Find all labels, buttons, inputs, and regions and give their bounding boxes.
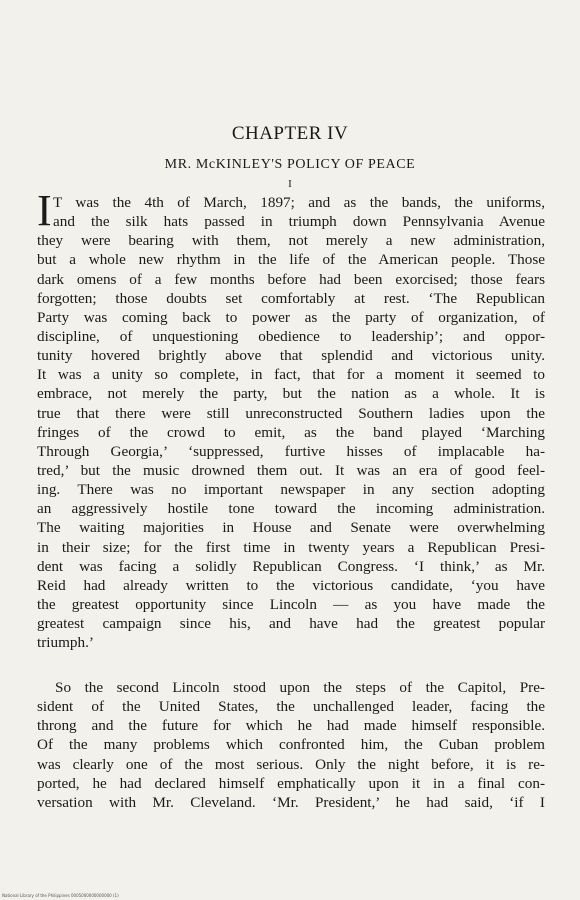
text-line: tunity hovered brightly above that splendid and victorious unity.	[37, 347, 545, 365]
drop-cap: I	[37, 186, 52, 235]
text-line: they were bearing with them, not merely a new administration,	[37, 232, 545, 250]
text-line: triumph.’	[37, 634, 94, 652]
text-line: ported, he had declared himself emphatically upon it in a final con-	[37, 774, 545, 792]
chapter-title: CHAPTER IV	[231, 123, 349, 144]
text-line: throng and the future for which he had made himself responsible.	[37, 717, 545, 735]
text-line: T was the 4th of March, 1897; and as the bands, the uniforms,	[53, 194, 545, 211]
chapter-subtitle: MR. McKINLEY'S POLICY OF PEACE	[164, 157, 416, 172]
text-line: Party was coming back to power as the party of organization, of	[37, 308, 545, 326]
text-line: sident of the United States, the unchallenged leader, facing the	[37, 698, 545, 716]
paragraph-1	[37, 186, 545, 652]
paragraph-2	[37, 678, 545, 812]
text-line: the greatest opportunity since Lincoln — as you have made the	[37, 595, 545, 613]
text-line: fringes of the crowd to emit, as the band played ‘Marching	[37, 423, 545, 441]
text-line: true that there were still unreconstructed Southern ladies upon the	[37, 404, 545, 422]
text-line: Of the many problems which confronted him, the Cuban problem	[37, 736, 545, 754]
section-number: I	[288, 178, 292, 190]
text-line: and the silk hats passed in triumph down Pennsylvania Avenue	[53, 213, 545, 231]
text-line: Reid had already written to the victorious candidate, ‘you have	[37, 576, 545, 594]
text-line: in their size; for the first time in twenty years a Republican Presi-	[37, 538, 545, 556]
text-line: The waiting majorities in House and Senate were overwhelming	[37, 519, 545, 537]
scan-footer-note: National Library of the Philippines 0005000000000000 (1)	[2, 893, 119, 898]
text-line: was clearly one of the most serious. Only the night before, it is re-	[37, 755, 545, 773]
text-line: greatest campaign since his, and have had the greatest popular	[37, 615, 545, 633]
text-line: ing. There was no important newspaper in any section adopting	[37, 481, 545, 499]
text-line: It was a unity so complete, in fact, that for a moment it seemed to	[37, 366, 545, 384]
text-line: an aggressively hostile tone toward the incoming administration.	[37, 500, 545, 518]
text-line: So the second Lincoln stood upon the steps of the Capitol, Pre-	[55, 679, 545, 696]
text-line: forgotten; those doubts set comfortably at rest. ‘The Republican	[37, 289, 545, 307]
text-line: embrace, not merely the party, but the nation as a whole. It is	[37, 385, 545, 403]
text-line: but a whole new rhythm in the life of the American people. Those	[37, 251, 545, 269]
text-line: discipline, of unquestioning obedience to leadership’; and oppor-	[37, 327, 545, 345]
text-line: tred,’ but the music drowned them out. It was an era of good feel-	[37, 461, 545, 479]
text-line: dent was facing a solidly Republican Congress. ‘I think,’ as Mr.	[37, 557, 545, 575]
text-line: Through Georgia,’ ‘suppressed, furtive hisses of implacable ha-	[37, 442, 545, 460]
text-line: dark omens of a few months before had been exorcised; those fears	[37, 270, 545, 288]
text-line: versation with Mr. Cleveland. ‘Mr. President,’ he had said, ‘if I	[37, 793, 545, 811]
